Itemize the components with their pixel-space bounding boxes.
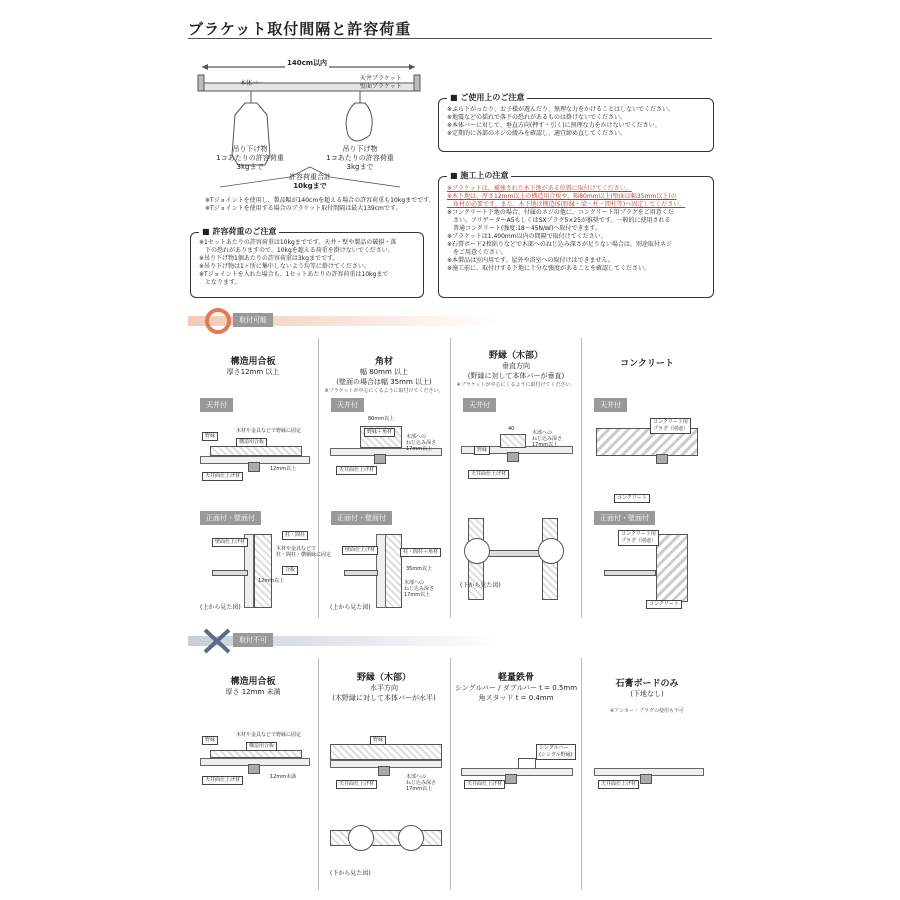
ceiling-finish-label: 天井面仕上げ材	[336, 466, 377, 475]
ok-section-header	[188, 312, 712, 330]
forty-label: 40	[508, 426, 515, 432]
ng-col-plywood: 構造用合板 厚さ 12mm 未満	[225, 677, 281, 696]
circle-ok-icon	[198, 307, 238, 335]
concrete-wall	[656, 534, 688, 602]
nobuchi-label: 野縁	[474, 446, 490, 455]
rail	[344, 570, 378, 576]
top-view-label: (上から見た図)	[330, 604, 371, 611]
pillar-label: 柱・間柱	[282, 531, 308, 540]
wall-finish-label: 壁面仕上げ材	[342, 546, 378, 555]
ok-col-concrete: コンクリート	[620, 359, 674, 369]
bottom-view-label: (下から見た図)	[460, 582, 501, 589]
concrete-label: コンクリート	[646, 600, 682, 609]
bracket-icon	[378, 766, 390, 776]
bracket-icon	[374, 454, 386, 464]
load-caution-box	[190, 227, 424, 298]
mm12b-label: 12mm以上	[258, 578, 285, 584]
gouban-label: 合板	[282, 566, 298, 575]
depth17-label: 木部への ねじ込み深さ 17mm以上	[404, 580, 435, 598]
pillar-block	[254, 534, 272, 608]
ng-section-header	[188, 632, 712, 650]
ok-col-nobuchi: 野縁（木部） 垂直方向 (野縁に対して本体バーが垂直) ※ブラケットが中心にくるように取付けてください。	[456, 351, 576, 388]
single-bar-label: シングルバー (シングル野縁)	[536, 744, 576, 760]
nobuchi-beam	[330, 830, 442, 846]
concrete-label: コンクリート	[614, 494, 650, 503]
fix-note: 木材や金具などで野縁に固定	[236, 428, 302, 434]
top-view-label: (上から見た図)	[200, 604, 241, 611]
ng-col-gypsum: 石膏ボードのみ (下地なし) ※アンカー・プラグの使用も不可	[610, 679, 684, 714]
plug-label: コンクリート用 プラグ（別途）	[618, 530, 659, 546]
bracket-icon	[656, 454, 668, 464]
plywood-label: 構造用合板	[246, 742, 277, 751]
nobuchi-kakuzai-label: 野縁＋角材	[364, 428, 395, 437]
nobuchi-label: 野縁	[202, 736, 218, 745]
plywood-block	[210, 446, 302, 456]
ceiling-finish-label: 天井面仕上げ材	[202, 472, 243, 481]
ceiling-bracket-label: 天井ブラケット	[360, 75, 402, 82]
fix-note: 木材や金具などで野縁に固定	[236, 732, 302, 738]
load-caution-header: ■ 許容荷重のご注意	[199, 226, 279, 237]
ceiling-tag: 天井付	[463, 398, 496, 412]
ceiling-finish-label: 天井面仕上げ材	[598, 780, 639, 789]
ng-grid	[188, 658, 712, 890]
bar-label: 本体バー	[240, 80, 265, 87]
ok-grid	[188, 338, 712, 618]
wall-fix-note: 木材や金具などで 柱・間柱・横胴縁に固定	[276, 546, 332, 558]
diagram-notes: ※Tジョイントを使用し、製品幅が140cmを超える場合の許容荷重も10kgまでです。 ※Tジョイントを使用する場合のブラケット取付間隔は最大139cmです。	[205, 197, 435, 212]
mm35-label: 35mm以上	[406, 566, 433, 572]
use-caution-header: ■ ご使用上のご注意	[447, 92, 527, 103]
plug-label: コンクリート用 プラグ（別途）	[650, 418, 691, 434]
ceiling-finish-label: 天井面仕上げ材	[202, 776, 243, 785]
ok-col-plywood: 構造用合板 厚さ12mm 以上	[226, 357, 280, 376]
pillar-block	[384, 534, 402, 608]
bracket-icon	[640, 774, 652, 784]
bracket-icon	[507, 452, 519, 462]
wall-finish-label: 壁面仕上げ材	[212, 538, 248, 547]
wall-bracket-label: 壁面ブラケット	[360, 83, 402, 90]
use-caution-box	[438, 93, 714, 152]
cross-ng-icon	[200, 626, 234, 654]
wall-tag: 正面付・壁面付	[331, 511, 392, 525]
load-left: 吊り下げ物 1コあたりの許容荷重 3kgまで	[216, 145, 284, 171]
mm12u-label: 12mm未満	[270, 774, 297, 780]
bracket-plate	[538, 538, 564, 564]
ceiling-tag: 天井付	[200, 398, 233, 412]
plywood-block	[210, 750, 302, 758]
plywood-label: 構造用合板	[236, 438, 267, 447]
install-caution-header: ■ 施工上の注意	[447, 170, 511, 181]
bracket-icon	[248, 764, 260, 774]
mm12-label: 12mm以上	[270, 466, 297, 472]
title-divider	[188, 38, 712, 39]
ceiling-finish-label: 天井面仕上げ材	[464, 780, 505, 789]
ng-col-nobuchi: 野縁（木部） 水平方向 (木野縁に対して本体バーが水平)	[332, 673, 436, 702]
load-caution-text: ※1セットあたりの許容荷重は10kgまでです。天井・壁や製品の破損・落 下の恐れがありますので、10kgを超える荷重を掛けないでください。 ※吊り下げ物1個あたりの許容荷重は3kgまでです。 ※吊り下げ物は1ヶ所に集中しないよう均等に掛けてください。 ※Tジョイントを入れた場合も、1セットあたりの許容荷重は10kgまで となります。	[199, 239, 397, 286]
ceiling-tag: 天井付	[331, 398, 364, 412]
col-divider	[581, 338, 582, 618]
ng-col-steel: 軽量鉄骨 シングルバー / ダブルバー t = 0.5mm 角スタッド t = 0.4mm	[454, 673, 578, 702]
nobuchi-block	[500, 434, 526, 448]
ceiling-tag: 天井付	[594, 398, 627, 412]
rail	[604, 570, 656, 576]
kakuzai80-label: 80mm以上	[368, 416, 395, 422]
bracket-icon	[505, 774, 517, 784]
bracket-plate	[348, 825, 374, 851]
pillar-kaku-label: 柱・間柱＋角材	[400, 548, 441, 557]
ceiling-finish-label: 天井面仕上げ材	[336, 780, 377, 789]
depth17-label: 木部への ねじ込み深さ 17mm以上	[406, 774, 437, 792]
bracket-diagram	[190, 55, 430, 215]
wall-tag: 正面付・壁面付	[594, 511, 655, 525]
depth17-label: 木部への ねじ込み深さ 17mm以上	[532, 430, 563, 448]
bracket-plate	[398, 825, 424, 851]
page-title: ブラケット取付間隔と許容荷重	[188, 20, 412, 38]
wall-tag: 正面付・壁面付	[200, 511, 261, 525]
use-caution-text: ※ぶら下がったり、お子様が遊んだり、無理な力をかけることはしないでください。 ※地震などの揺れで落下の恐れがあるものは掛けないでください。 ※本体バーに対して、垂直方向(押す・引く)に無理な力をかけないでください。 ※定期的に各部のネジの緩みを確認し、適宜締め直してください。	[447, 106, 675, 137]
bracket-plate	[464, 538, 490, 564]
depth17-label: 木部への ねじ込み深さ 17mm以上	[406, 434, 437, 452]
install-caution-box	[438, 171, 714, 298]
bracket-icon	[248, 462, 260, 472]
width-label: 140cm以内	[287, 59, 328, 67]
steel-channel	[518, 758, 536, 769]
rail	[212, 570, 248, 576]
load-right: 吊り下げ物 1コあたりの許容荷重 3kgまで	[326, 145, 394, 171]
nobuchi-label: 野縁	[370, 736, 386, 745]
ok-tag: 取付可能	[233, 313, 273, 327]
steel-ceiling	[461, 768, 573, 776]
ceiling-finish-label: 天井面仕上げ材	[468, 470, 509, 479]
ok-col-kakuzai: 角材 幅 80mm 以上 (壁面の場合は幅 35mm 以上) ※ブラケットが中心にくるように取付けてください。	[324, 357, 444, 394]
ng-tag: 取付不可	[233, 633, 273, 647]
nobuchi-label: 野縁	[202, 432, 218, 441]
nobuchi-beam	[330, 744, 442, 760]
install-caution-text: ※ブラケットは、補強された木下地がある位置に取付けてください。 ※木下地は、厚さ12mm以上の構造用合板や、幅80mm以上(壁面は幅35mm以上)の 角材が必要です。また、木下地は構造体(野縁・梁・柱・間柱等)へ固定してください。 ※コンクリート下地の場合、付属のネジの他に、コンクリート用プラグをご用意くだ さい。アリゲーターA5もしくはSXプラグ5×25が推奨です。一般的に使用される 普通コンクリート(強度:18〜45N/㎟)へ取付できます。 ※ブラケットは1,400mm以内の間隔で取付けてください。 ※石膏ボード2枚貼りなどで木部へのねじ込み深さが足りない場合は、別途取付ネジ をご用意ください。 ※本製品は室内用です。屋外や浴室への取付けはできません。 ※施工前に、取付けする下地に十分な強度があることを確認してください。	[447, 185, 686, 272]
total-load: 許容荷重合計 10kgまで	[289, 173, 331, 190]
bottom-view-label: (下から見た図)	[330, 870, 371, 877]
